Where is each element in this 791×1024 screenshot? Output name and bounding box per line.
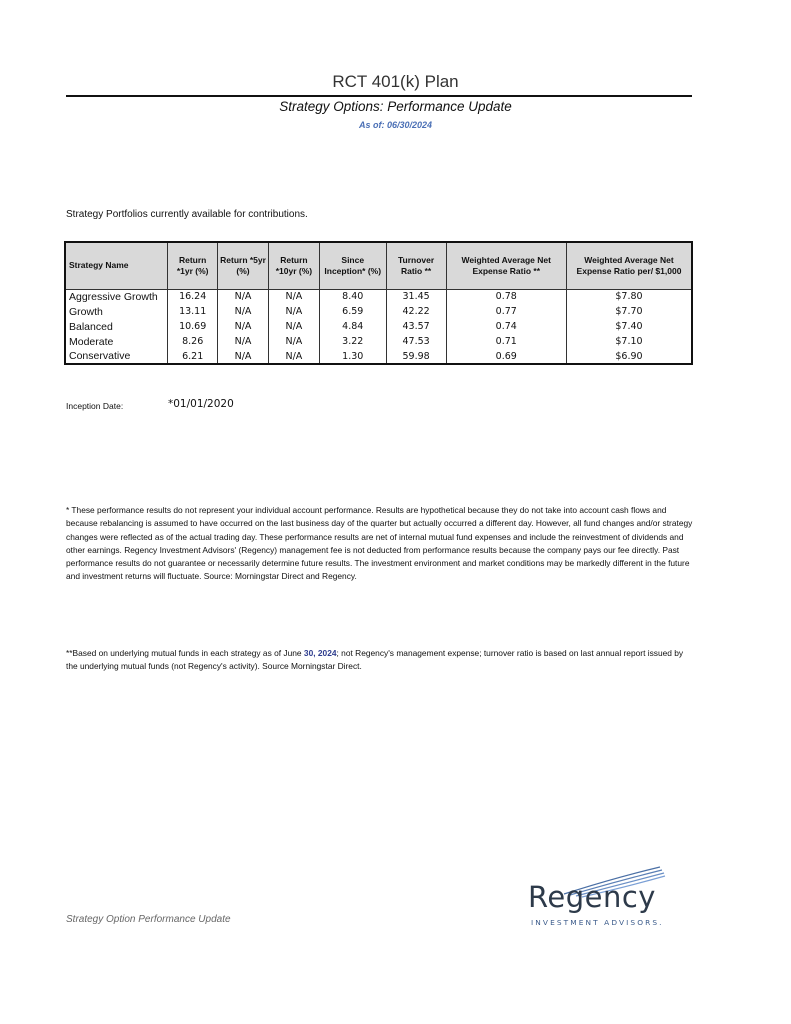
strategy-table [64,241,693,365]
table-cell: $7.40 [566,319,692,334]
table-cell: 0.78 [446,289,566,304]
inception-label: Inception Date: [66,401,124,411]
table-cell: $7.70 [566,304,692,319]
column-header: Turnover Ratio ** [386,242,446,289]
table-cell: N/A [268,304,319,319]
column-header: Strategy Name [65,242,168,289]
table-cell: 8.40 [319,289,386,304]
table-cell: 43.57 [386,319,446,334]
table-cell: 10.69 [168,319,218,334]
table-cell: N/A [268,334,319,349]
table-cell: 1.30 [319,349,386,364]
table-cell: 59.98 [386,349,446,364]
table-row [65,304,692,319]
table-cell: 4.84 [319,319,386,334]
page-subtitle: Strategy Options: Performance Update [279,99,512,114]
intro-text: Strategy Portfolios currently available for contributions. [66,209,308,220]
table-cell: 42.22 [386,304,446,319]
table-cell: N/A [218,334,269,349]
table-row [65,349,692,364]
logo-tagline: INVESTMENT ADVISORS. [531,918,664,927]
table-cell: 8.26 [168,334,218,349]
table-row [65,319,692,334]
table-cell: 6.59 [319,304,386,319]
table-cell: $7.10 [566,334,692,349]
table-row [65,289,692,304]
strategy-name-cell: Conservative [65,349,168,364]
page-title: RCT 401(k) Plan [332,72,459,91]
strategy-name-cell: Aggressive Growth [65,289,168,304]
table-cell: 0.69 [446,349,566,364]
table-cell: 31.45 [386,289,446,304]
table-cell: N/A [218,349,269,364]
table-cell: N/A [268,289,319,304]
table-cell: 6.21 [168,349,218,364]
column-header: Weighted Average Net Expense Ratio per/ $1,000 [566,242,692,289]
strategy-name-cell: Balanced [65,319,168,334]
table-header-row [65,242,692,289]
footnote-text: **Based on underlying mutual funds in each strategy as of June [66,648,304,658]
table-cell: $7.80 [566,289,692,304]
strategy-name-cell: Moderate [65,334,168,349]
table-cell: $6.90 [566,349,692,364]
table-cell: N/A [268,349,319,364]
table-cell: 0.71 [446,334,566,349]
logo-wordmark: Regency [528,880,656,914]
table-cell: N/A [218,319,269,334]
table-cell: 0.77 [446,304,566,319]
table-cell: N/A [218,289,269,304]
table-cell: 3.22 [319,334,386,349]
table-cell: N/A [218,304,269,319]
table-cell: N/A [268,319,319,334]
strategy-name-cell: Growth [65,304,168,319]
column-header: Return *5yr (%) [218,242,269,289]
inception-date: *01/01/2020 [168,398,234,410]
footnote-date-highlight: 30, 2024 [303,648,337,658]
title-divider [66,95,692,97]
table-cell: 16.24 [168,289,218,304]
column-header: Since Inception* (%) [319,242,386,289]
column-header: Return *1yr (%) [168,242,218,289]
column-header: Return *10yr (%) [268,242,319,289]
as-of-date: As of: 06/30/2024 [358,120,433,130]
disclosure-footnote: * These performance results do not represent your individual account performance. Results are hypothetical because they do not take into account cash flows and because rebalancing is assumed to have occurred on the last business day of the quarter but actually occurred a different day. However, all fund changes and/or strategy changes were reflected as of the actual trading day. These performance results are net of internal mutual fund expenses and include the reinvestment of dividends and other earnings. Regency Investment Advisors' (Regency) management fee is not deducted from performance results because the company pays our fee directly. Past performance results do not guarantee or necessarily determine future results. The investment environment and market conditions may be markedly different in the future and investment returns will fluctuate. Source: Morningstar Direct and Regency. [66,505,693,582]
table-body [65,289,692,364]
footer-caption: Strategy Option Performance Update [66,914,231,925]
source-footnote [66,647,694,674]
column-header: Weighted Average Net Expense Ratio ** [446,242,566,289]
footnote-text: ; not Regency's management expense; turnover ratio is based on last annual report issued by the underlying mutual funds (not Regency's activity). Source Morningstar Direct. [66,648,684,672]
table-cell: 13.11 [168,304,218,319]
table-cell: 0.74 [446,319,566,334]
table-cell: 47.53 [386,334,446,349]
table-row [65,334,692,349]
